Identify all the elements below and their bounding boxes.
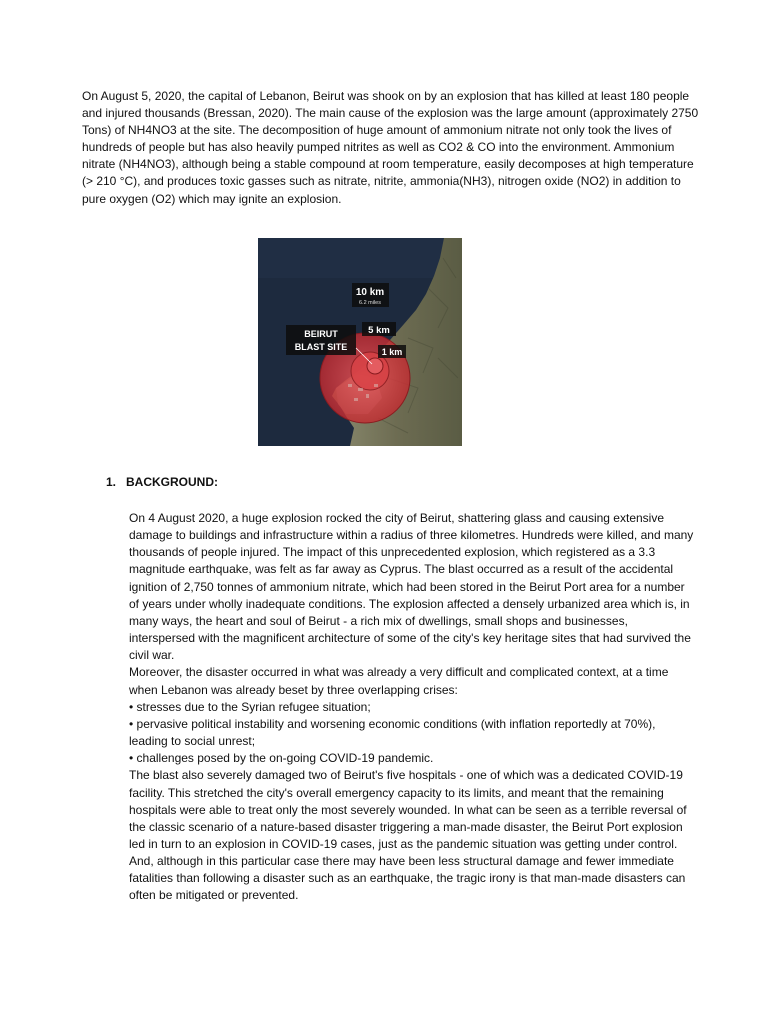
crisis-bullet-2: • pervasive political instability and worsening economic conditions (with inflation reportedly at 70%), leading to social unrest; — [129, 716, 656, 749]
background-paragraph-2: Moreover, the disaster occurred in what was already a very difficult and complicated context, at a time when Lebanon was already beset by three overlapping crises: — [129, 665, 669, 697]
blast-radius-1km — [367, 358, 383, 374]
label-10km-miles: 6.2 miles — [358, 300, 382, 306]
section-body — [129, 510, 697, 905]
section-title: BACKGROUND: — [126, 475, 219, 489]
label-site-line1: BEIRUT — [304, 329, 338, 339]
section-number: 1. — [106, 475, 117, 489]
blast-radius-map — [258, 238, 462, 446]
crisis-bullet-1: • stresses due to the Syrian refugee situation; — [129, 699, 371, 714]
label-1km: 1 km — [381, 347, 403, 357]
intro-paragraph: On August 5, 2020, the capital of Lebanon, Beirut was shook on by an explosion that has killed at least 180 people and injured thousands (Bressan, 2020). The main cause of the explosion was the large amount (approximately 2750 Tons) of NH4NO3 at the site. The decomposition of huge amount of ammonium nitrate not only took the lives of hundreds of people but has also heavily pumped nitrites as well as CO2 & CO into the environment. Ammonium nitrate (NH4NO3), although being a stable compound at room temperature, easily decomposes at high temperature (> 210 °C), and produces toxic gasses such as nitrate, nitrite, ammonia(NH3), nitrogen oxide (NO2) in addition to pure oxygen (O2) which may ignite an explosion. — [82, 89, 699, 206]
crisis-bullet-3: • challenges posed by the on-going COVID-19 pandemic. — [129, 751, 434, 766]
section-heading — [106, 474, 218, 491]
background-paragraph-1: On 4 August 2020, a huge explosion rocked the city of Beirut, shattering glass and causing extensive damage to buildings and infrastructure within a radius of three kilometres. Hundreds were killed, and many thousands of people injured. The impact of this unprecedented explosion, which registered as a 3.3 magnitude earthquake, was felt as far away as Cyprus. The blast occurred as a result of the accidental ignition of 2,750 tonnes of ammonium nitrate, which had been stored in the Beirut Port area for a number of years under wholly inadequate conditions. The explosion affected a densely urbanized area which is, in many ways, the heart and soul of Beirut - a rich mix of dwellings, small shops and businesses, interspersed with the magnificent architecture of some of the city's key heritage sites that had survived the civil war. — [129, 511, 694, 663]
label-5km: 5 km — [368, 325, 390, 336]
label-10km: 10 km — [355, 287, 385, 298]
label-site-line2: BLAST SITE — [294, 342, 348, 352]
background-paragraph-3: The blast also severely damaged two of Beirut's five hospitals - one of which was a dedicated COVID-19 facility. This stretched the city's overall emergency capacity to its limits, and meant that the remaining hospitals were able to treat only the most severely wounded. In what can be seen as a terrible reversal of the classic scenario of a nature-based disaster triggering a man-made disaster, the Beirut Port explosion led in turn to an explosion in COVID-19 cases, just as the pandemic situation was getting under control. And, although in this particular case there may have been less structural damage and fewer immediate fatalities than following a disaster such as an earthquake, the tragic irony is that man-made disasters can often be mitigated or prevented. — [129, 768, 687, 903]
blast-map-graphic — [258, 238, 462, 446]
